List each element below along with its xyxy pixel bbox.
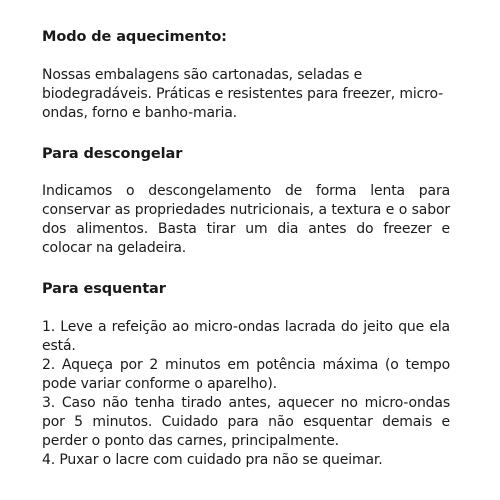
defrost-text: Indicamos o descongelamento de forma lenta para conservar as propriedades nutricionais, a textura e o sabor dos alimentos. Basta tirar um dia antes do freezer e colocar na geladeira. xyxy=(42,183,450,256)
warm-up-step: 4. Puxar o lacre com cuidado pra não se queimar. xyxy=(42,452,383,468)
warm-up-steps-list xyxy=(42,318,450,470)
warm-up-step: 1. Leve a refeição ao micro-ondas lacrada do jeito que ela está. xyxy=(42,319,450,354)
heating-mode-text: Nossas embalagens são cartonadas, seladas e biodegradáveis. Práticas e resistentes para freezer, micro-ondas, forno e banho-maria. xyxy=(42,67,444,121)
warm-up-step: 2. Aqueça por 2 minutos em potência máxima (o tempo pode variar conforme o aparelho). xyxy=(42,357,450,392)
heating-mode-heading: Modo de aquecimento: xyxy=(42,29,227,45)
defrost-heading: Para descongelar xyxy=(42,146,183,162)
warm-up-heading: Para esquentar xyxy=(42,281,166,297)
warm-up-step: 3. Caso não tenha tirado antes, aquecer no micro-ondas por 5 minutos. Cuidado para não esquentar demais e perder o ponto das carnes, principalmente. xyxy=(42,395,450,449)
